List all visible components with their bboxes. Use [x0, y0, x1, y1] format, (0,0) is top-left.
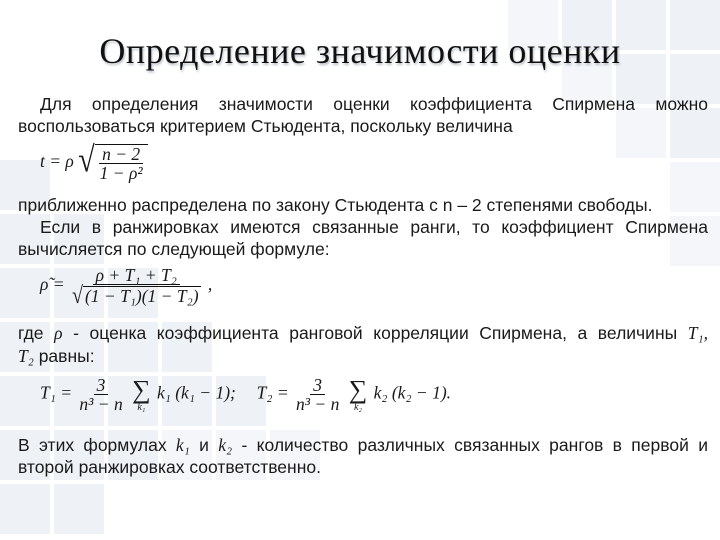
k1-symbol: k₁ [175, 435, 190, 455]
formula-rho-denominator: (1 − T₁)(1 − T₂) [84, 285, 199, 306]
formula-t-denominator: 1 − ρ² [99, 163, 143, 183]
para2-line1: приближенно распределена по закону Стьюдента с n – 2 степенями свободы. [18, 195, 653, 215]
sum-sign: ∑ k₁ [132, 374, 151, 413]
formula-t2-lhs: T₂ = [256, 382, 289, 403]
formula-t-numerator: n − 2 [99, 145, 143, 164]
page-title: Определение значимости оценки [99, 31, 621, 71]
formula-t2-numerator: 3 [310, 376, 325, 395]
para5-line2: второй ранжировках соответственно. [18, 457, 321, 477]
para5-text: - количество различных связанных рангов в первой и [241, 435, 708, 455]
formula-t1-numerator: 3 [94, 376, 109, 395]
t1-symbol: T₁, [687, 323, 708, 343]
formula-t2-term: k₂ (k₂ − 1). [373, 382, 452, 403]
formula-t1-term: k₁ (k₁ − 1); [157, 382, 236, 403]
para5-and: и [199, 435, 209, 455]
t2-symbol: T₂ [18, 346, 34, 366]
para1-line2: воспользоваться критерием Стьюдента, поскольку величина [18, 116, 513, 136]
formula-rho-lhs: ρ̃ = [40, 274, 65, 294]
formula-t2-sum-limit: k₂ [354, 401, 362, 413]
formula-t1-lhs: T₁ = [40, 382, 73, 403]
para4-line2 [18, 345, 708, 367]
formula-rho-numerator: ρ + T₁ + T₂ [93, 266, 180, 285]
para5-lead: В этих формулах [18, 435, 167, 455]
para1-line1: Для определения значимости оценки коэффициента Спирмена можно [40, 94, 708, 114]
formula-t1-sum-limit: k₁ [137, 401, 146, 413]
para3-line1: Если в ранжировках имеются связанные ранги, то коэффициент Спирмена [40, 217, 708, 237]
sqrt-sign: √ (1 − T₁)(1 − T₂) [71, 282, 199, 310]
formula-rho-trail: , [207, 274, 213, 294]
k2-symbol: k₂ [218, 435, 233, 455]
para4-line1 [18, 322, 708, 344]
equal-label: равны: [38, 346, 95, 366]
formula-t-lhs: t = ρ [40, 151, 74, 172]
formula-rho [40, 265, 213, 310]
formula-t [40, 140, 148, 183]
para3-line2: вычисляется по следующей формуле: [18, 239, 330, 259]
sqrt-sign: √ $\frac{n - 2}{\text{1 − ρ²}}$ [78, 144, 147, 182]
where-label: где [18, 323, 44, 343]
formula-T [40, 376, 451, 413]
formula-t2-denominator: n³ − n [296, 394, 340, 414]
sum-sign: ∑ k₂ [348, 374, 368, 413]
para5-line1 [18, 434, 708, 456]
formula-t1-denominator: n³ − n [79, 394, 123, 414]
para4-text: - оценка коэффициента ранговой корреляции Спирмена, а величины [73, 323, 678, 343]
rho-symbol: ρ [54, 323, 63, 343]
